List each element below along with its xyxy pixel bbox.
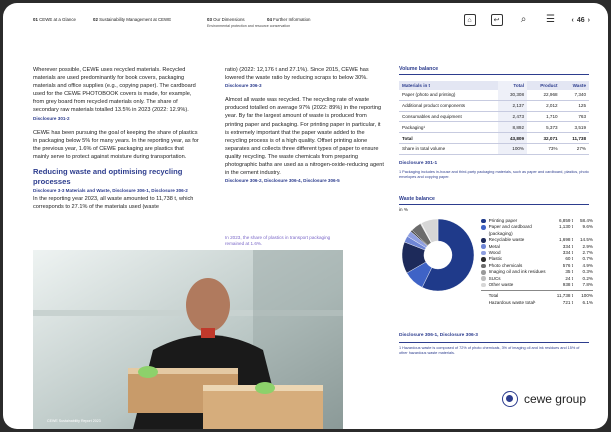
column-header: Materials in t	[399, 81, 498, 90]
menu-icon[interactable]: ☰	[546, 14, 555, 25]
legend-value: 334 t	[562, 243, 573, 249]
table-cell-total: 30,308	[498, 90, 527, 100]
table-row	[399, 143, 589, 154]
column-header: Product	[527, 81, 561, 90]
nav-item-label: Sustainability Management at CEWE	[99, 17, 172, 22]
nav-item-glance[interactable]: 01 CEWE at a Glance	[33, 17, 76, 22]
next-page-icon[interactable]: ›	[587, 16, 590, 24]
legend-swatch	[481, 264, 486, 269]
legend-swatch	[481, 251, 486, 256]
paragraph-plastics: CEWE has been pursuing the goal of keeping the share of plastics in packaging below 5% for many years. In the reporting year, as for the previous year, 1.6% of CEWE packaging are plastics that mainly serve to protect against moisture during transportation.	[33, 129, 199, 160]
volume-footnote: 1 Packaging includes in-house and third-party packaging materials, such as paper and cardboard, plastics, photo envelopes and copying paper.	[399, 169, 589, 179]
photo-caption: In 2023, the share of plastics in transport packaging remained at 1.6%.	[225, 235, 331, 247]
legend-value: 35 t	[565, 269, 573, 275]
disclosure-ref[interactable]: Disclosure 301-2	[33, 115, 70, 121]
legend-value: 576 t	[562, 262, 573, 268]
legend-label: Other waste	[488, 282, 514, 288]
cewe-logo-icon	[502, 391, 518, 407]
table-cell-total: 43,809	[498, 133, 527, 144]
legend-item	[481, 224, 593, 237]
table-cell-product: 2,012	[527, 100, 561, 111]
legend-value: 1,130 t	[558, 224, 573, 230]
legend-pct: 7.8%	[582, 282, 593, 288]
table-cell-total: 100%	[498, 143, 527, 154]
text-column-left	[33, 66, 201, 217]
table-row	[399, 133, 589, 144]
report-page	[3, 3, 608, 429]
legend-swatch	[481, 283, 486, 288]
disclosure-ref[interactable]: Disclosure 3-3 Materials and Waste, Disclosure 306-1, Disclosure 306-2	[33, 188, 188, 194]
legend-pct: 0.3%	[582, 269, 593, 275]
legend-swatch	[481, 276, 486, 281]
legend-swatch	[481, 219, 486, 224]
search-icon[interactable]: ⌕	[520, 14, 527, 25]
table-cell-label: Paper (photo and printing)	[399, 90, 498, 100]
nav-subsection: Environmental protection and resource conservation	[207, 24, 291, 28]
paragraph-waste-ratio: ratio) (2022: 12,176 t and 27.1%). Since 2015, CEWE has lowered the waste ratio by reducing scraps to below 30%. Disclosure 306-3	[225, 67, 369, 89]
page-number: 46	[576, 16, 585, 24]
legend-pct: 0.7%	[582, 256, 593, 262]
table-cell-total: 2,473	[498, 111, 527, 122]
table-row	[399, 90, 589, 100]
waste-legend	[481, 218, 593, 306]
legend-value: 938 t	[562, 282, 573, 288]
waste-footnote: 1 Hazardous waste is composed of 72% of photo chemicals, 3% of imaging oil and ink residues and 15% of other hazardous waste materials.	[399, 346, 580, 355]
nav-item-dimensions[interactable]: 03 Our Dimensions	[207, 17, 245, 22]
table-cell-total: 8,892	[498, 122, 527, 133]
legend-pct: 2.7%	[582, 250, 593, 256]
volume-balance-title: Volume balance	[399, 66, 589, 75]
volume-balance-section	[399, 66, 589, 180]
legend-label: Metal	[488, 243, 500, 249]
disclosure-ref[interactable]: Disclosure 306-2, Disclosure 306-4, Disclosure 306-5	[225, 178, 340, 184]
table-row	[399, 111, 589, 122]
legend-value: 1,698 t	[558, 237, 573, 243]
table-cell-label: Additional product components	[399, 100, 498, 111]
table-cell-product: 73%	[527, 143, 561, 154]
disclosure-ref[interactable]: Disclosure 301-1	[399, 160, 438, 166]
table-cell-product: 5,373	[527, 122, 561, 133]
table-cell-total: 2,137	[498, 100, 527, 111]
legend-label: Imaging oil and ink residues	[488, 269, 546, 275]
table-cell-waste: 125	[561, 100, 589, 111]
table-cell-waste: 3,519	[561, 122, 589, 133]
legend-label: Recyclable waste	[488, 237, 525, 243]
waste-balance-header	[399, 196, 589, 212]
table-cell-product: 1,710	[527, 111, 561, 122]
table-cell-waste: 7,340	[561, 90, 589, 100]
legend-pct: 4.9%	[582, 262, 593, 268]
home-icon[interactable]: ⌂	[464, 14, 476, 26]
waste-balance-unit: in %	[399, 207, 408, 212]
legend-total-row: Total 11,738 t 100%	[481, 290, 593, 299]
legend-swatch	[481, 225, 486, 230]
column-header: Total	[498, 81, 527, 90]
waste-donut-chart	[401, 218, 475, 292]
legend-swatch	[481, 238, 486, 243]
legend-label: SUCs	[488, 275, 501, 281]
table-cell-waste: 763	[561, 111, 589, 122]
legend-label: Paper and cardboard (packaging)	[488, 224, 532, 236]
legend-pct: 14.5%	[579, 237, 593, 243]
cewe-logo: cewe group	[502, 391, 586, 407]
table-header-row	[399, 81, 589, 90]
toolbar	[464, 14, 590, 26]
legend-label: Plastic	[488, 256, 503, 262]
photo-illustration	[33, 250, 343, 429]
table-cell-waste: 27%	[561, 143, 589, 154]
table-row	[399, 100, 589, 111]
paragraph-recycled-materials: Wherever possible, CEWE uses recycled materials. Recycled materials are used predominantly for book covers, packaging materials and office supplies (e.g., copying paper). The cardboard used for the CEWE PHOTOBOOK covers is made, for example, from grey board from recycled materials only. The share of secondary raw materials totalled 13.5% in 2023 (2022: 12.9%). Disclosure 301-2	[33, 67, 196, 121]
table-cell-label: Share in total volume	[399, 143, 498, 154]
table-cell-product: 22,968	[527, 90, 561, 100]
nav-item-management[interactable]: 02 Sustainability Management at CEWE	[93, 17, 172, 22]
worker-photo	[33, 250, 343, 429]
legend-swatch	[481, 270, 486, 275]
legend-value: 24 t	[565, 275, 573, 281]
paragraph-recycling: Almost all waste was recycled. The recycling rate of waste produced totalled on average 97% (2022: 89%) in the reporting year. By far the largest amount of waste is produced from printing paper and packaging. For printing paper in particular, it is extremely important that the paper waste added to the recycling process is of a high quality. Offset printing alone separates and collects three different types of paper to ensure quality recycling. The waste chemicals from preparing photographic baths are used as a nitrogen-oxide-reducing agent in the cement industry. Disclosure 306-2, Disclosure 306-4, Disclosure 306-5	[225, 97, 384, 184]
legend-swatch	[481, 244, 486, 249]
volume-balance-table	[399, 81, 589, 155]
nav-item-label: Further Information	[273, 17, 311, 22]
table-cell-waste: 11,738	[561, 133, 589, 144]
legend-value: 60 t	[565, 256, 573, 262]
back-icon[interactable]: ↩	[491, 14, 503, 26]
disclosure-ref[interactable]: Disclosure 306-1, Disclosure 306-3	[399, 333, 589, 343]
prev-page-icon[interactable]: ‹	[571, 16, 574, 24]
section-heading: Reducing waste and optimising recycling processes	[33, 167, 183, 187]
page-navigator	[572, 17, 590, 24]
legend-swatch	[481, 257, 486, 262]
table-cell-label: Total	[399, 133, 498, 144]
legend-pct: 2.9%	[582, 243, 593, 249]
legend-pct: 9.6%	[582, 224, 593, 230]
legend-label: Wood	[488, 250, 501, 256]
table-cell-label: Packaging¹	[399, 122, 498, 133]
disclosure-ref[interactable]: Disclosure 306-3	[225, 83, 262, 89]
legend-hazardous-row: Hazardous waste total¹ 721 t 6.1%	[488, 299, 593, 305]
photo-footer: CEWE Sustainability Report 2023	[47, 419, 101, 423]
nav-item-label: CEWE at a Glance	[39, 17, 76, 22]
table-row	[399, 122, 589, 133]
legend-value: 6,859 t	[558, 218, 573, 223]
legend-value: 334 t	[562, 250, 573, 256]
legend-pct: 0.2%	[582, 275, 593, 281]
paragraph-waste: In the reporting year 2023, all waste amounted to 11,738 t, which corresponds to 27.1% of the materials used (waste	[33, 196, 194, 211]
table-cell-product: 32,071	[527, 133, 561, 144]
table-cell-label: Consumables and equipment	[399, 111, 498, 122]
waste-balance-title: Waste balance	[399, 196, 589, 205]
nav-item-label: Our Dimensions	[213, 17, 245, 22]
legend-label: Photo chemicals	[488, 262, 523, 268]
legend-pct: 58.4%	[579, 218, 593, 223]
legend-label: Printing paper	[488, 218, 518, 223]
legend-item	[481, 282, 593, 288]
nav-item-further-info[interactable]: 04 Further Information	[267, 17, 311, 22]
column-header: Waste	[561, 81, 589, 90]
text-column-middle	[225, 66, 385, 191]
